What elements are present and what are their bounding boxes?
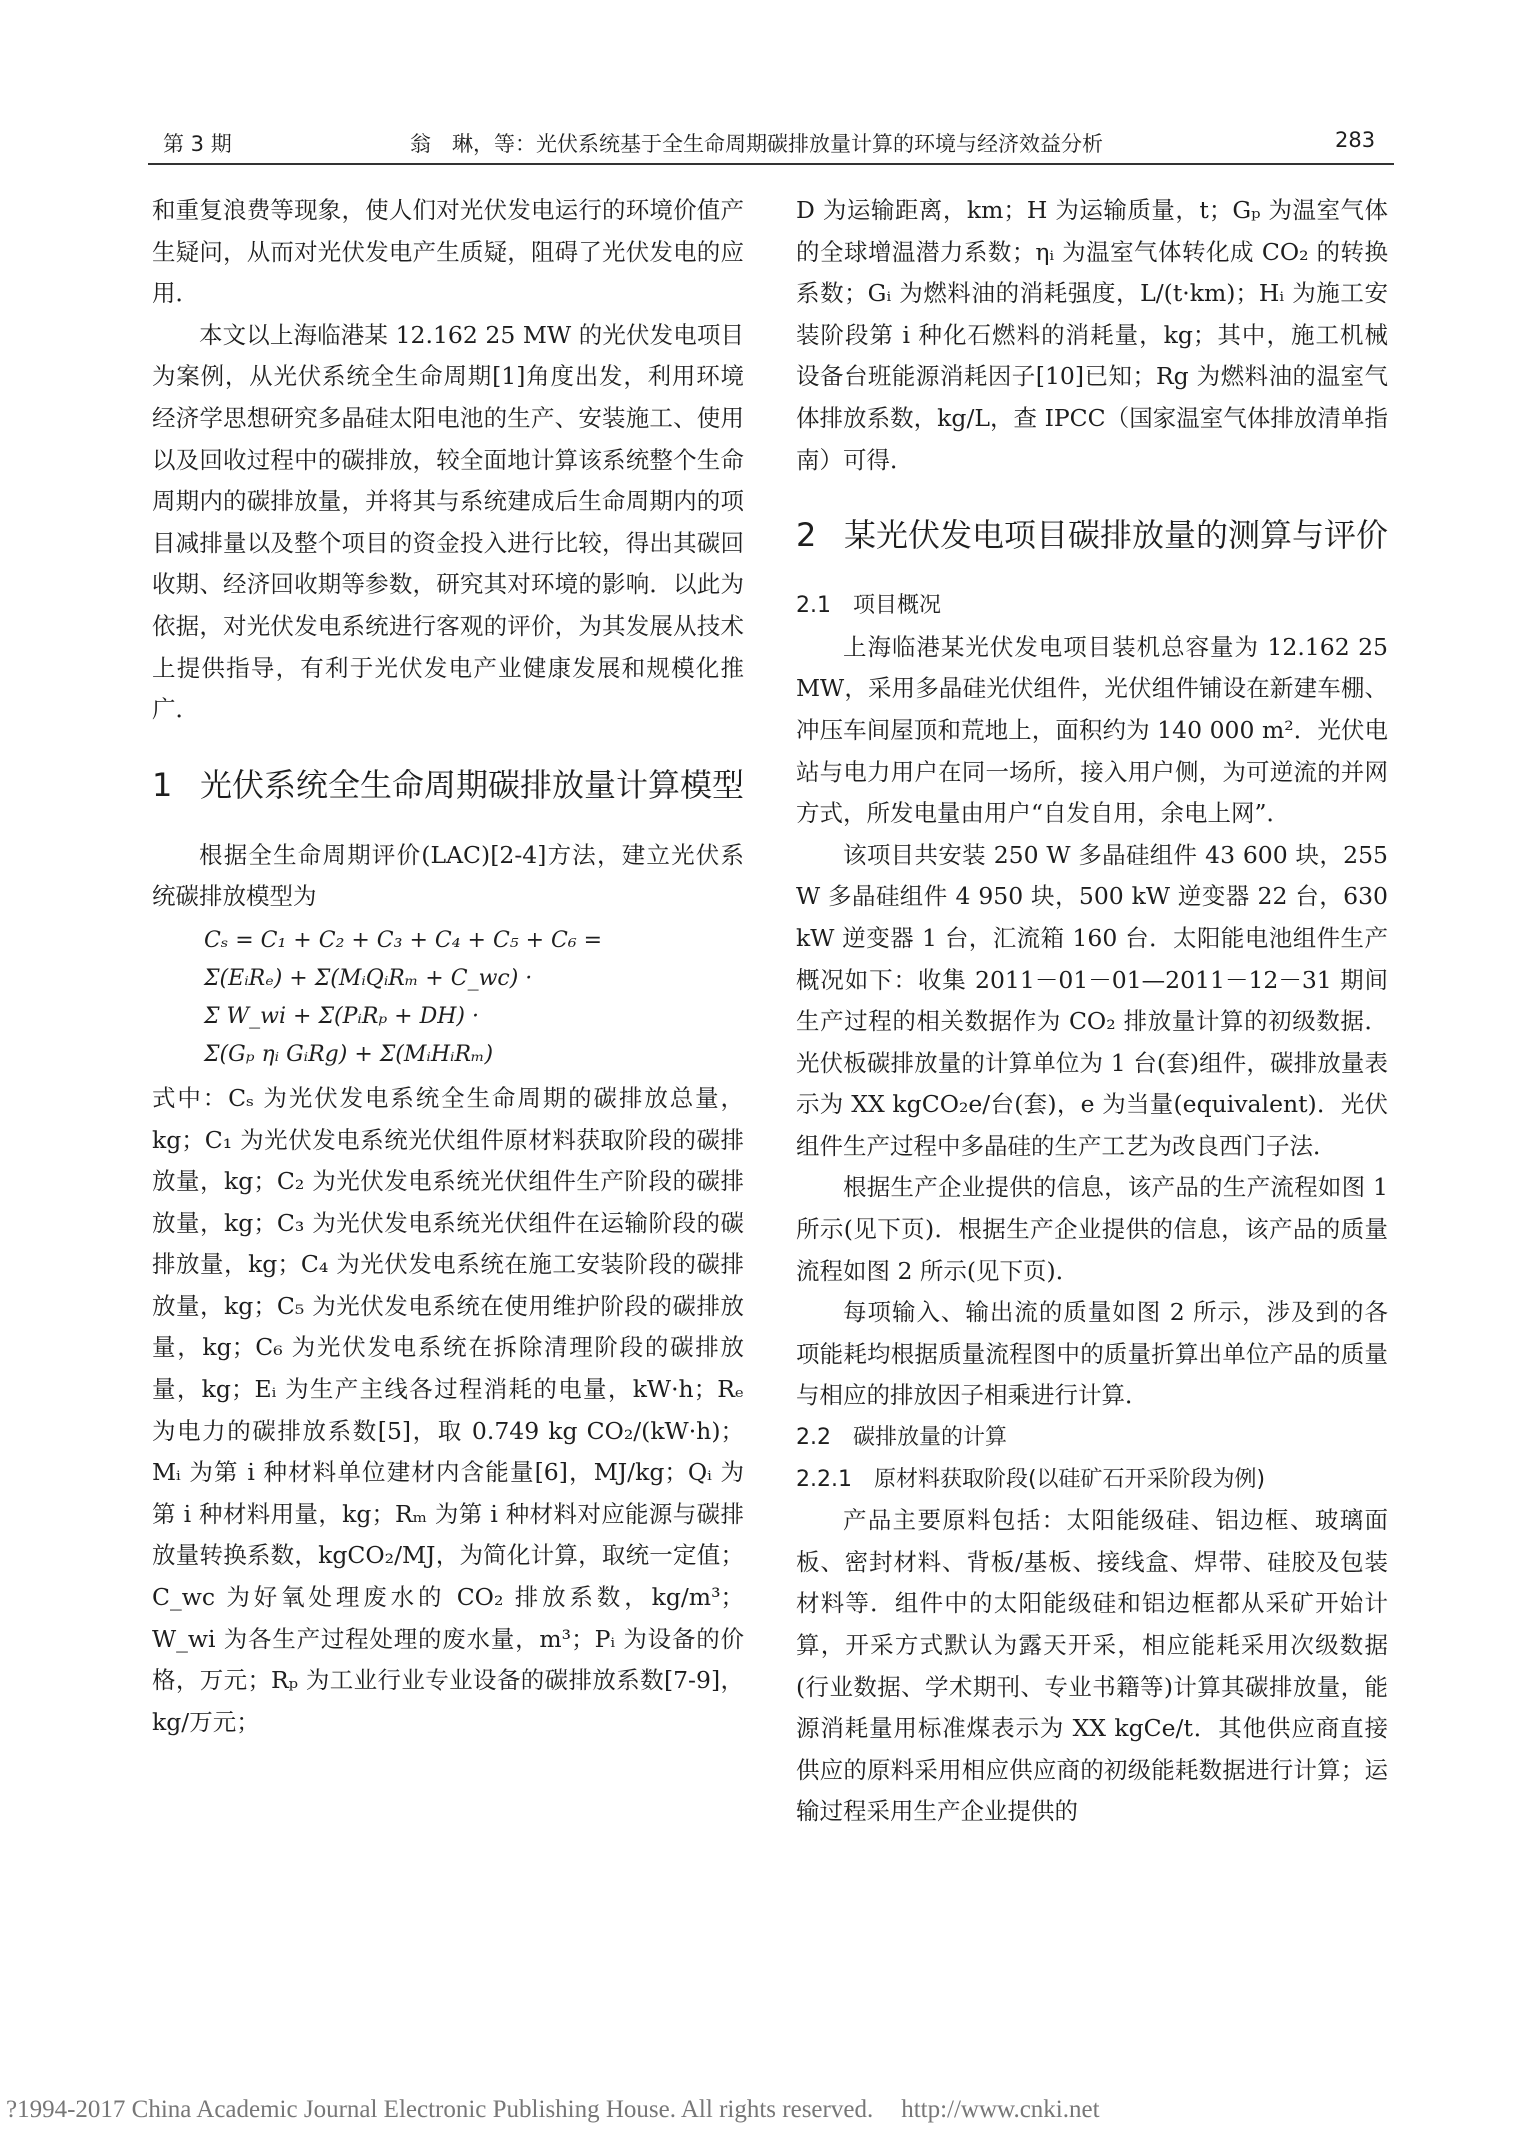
- right-column: [796, 190, 1388, 1833]
- left-column: [152, 190, 744, 1743]
- section-number: 2: [796, 516, 817, 555]
- equation-line: Cₛ = C₁ + C₂ + C₃ + C₄ + C₅ + C₆ =: [204, 927, 603, 953]
- equation-line: Σ W_wi + Σ(PᵢRₚ + DH) ·: [204, 1003, 479, 1029]
- paragraph: 该项目共安装 250 W 多晶硅组件 43 600 块，255 W 多晶硅组件 4 950 块，500 kW 逆变器 22 台，630 kW 逆变器 1 台，汇流箱 160 台．太阳能电池组件生产概况如下：收集 2011－01－01—2011－12－31 期间生产过程的相关数据作为 CO₂ 排放量计算的初级数据．光伏板碳排放量的计算单位为 1 台(套)组件，碳排放量表示为 XX kgCO₂e/台(套)，e 为当量(equivalent)．光伏组件生产过程中多晶硅的生产工艺为改良西门子法．: [796, 840, 1388, 1160]
- footer-link[interactable]: http://www.cnki.net: [901, 2096, 1100, 2123]
- subsubsection-heading: 2.2.1 原材料获取阶段(以硅矿石开采阶段为例): [796, 1466, 1266, 1492]
- running-title: 翁 琳，等：光伏系统基于全生命周期碳排放量计算的环境与经济效益分析: [410, 132, 1103, 156]
- journal-issue: 第 3 期: [163, 132, 232, 156]
- equation: [152, 922, 744, 1074]
- paragraph: 根据全生命周期评价(LAC)[2-4]方法，建立光伏系统碳排放模型为: [152, 840, 744, 911]
- paragraph: 产品主要原料包括：太阳能级硅、铝边框、玻璃面板、密封材料、背板/基板、接线盒、焊带、硅胶及包装材料等．组件中的太阳能级硅和铝边框都从采矿开始计算，开采方式默认为露天开采，相应能耗采用次级数据(行业数据、学术期刊、专业书籍等)计算其碳排放量，能源消耗量用标准煤表示为 XX kgCe/t．其他供应商直接供应的原料采用相应供应商的初级能耗数据进行计算；运输过程采用生产企业提供的: [796, 1506, 1388, 1826]
- copyright-footer: [6, 2096, 1100, 2124]
- paragraph: 和重复浪费等现象，使人们对光伏发电运行的环境价值产生疑问，从而对光伏发电产生质疑，阻碍了光伏发电的应用．: [152, 196, 744, 308]
- equation-line: Σ(Gₚ ηᵢ GᵢRg) + Σ(MᵢHᵢRₘ): [204, 1041, 494, 1067]
- subsection-heading: 2.1 项目概况: [796, 593, 941, 619]
- page-number: 283: [1335, 128, 1376, 152]
- header-rule: [148, 163, 1394, 165]
- paragraph: 每项输入、输出流的质量如图 2 所示，涉及到的各项能耗均根据质量流程图中的质量折算出单位产品的质量与相应的排放因子相乘进行计算．: [796, 1298, 1388, 1410]
- equation-line: Σ(EᵢRₑ) + Σ(MᵢQᵢRₘ + C_wc) ·: [204, 965, 533, 991]
- section-title: 某光伏发电项目碳排放量的测算与评价: [844, 516, 1389, 555]
- paragraph: 本文以上海临港某 12.162 25 MW 的光伏发电项目为案例，从光伏系统全生命周期[1]角度出发，利用环境经济学思想研究多晶硅太阳电池的生产、安装施工、使用以及回收过程中的碳排放，较全面地计算该系统整个生命周期内的碳排放量，并将其与系统建成后生命周期内的项目减排量以及整个项目的资金投入进行比较，得出其碳回收期、经济回收期等参数，研究其对环境的影响．以此为依据，对光伏发电系统进行客观的评价，为其发展从技术上提供指导，有利于光伏发电产业健康发展和规模化推广．: [152, 320, 744, 724]
- paragraph: 式中：Cₛ 为光伏发电系统全生命周期的碳排放总量，kg；C₁ 为光伏发电系统光伏组件原材料获取阶段的碳排放量，kg；C₂ 为光伏发电系统光伏组件生产阶段的碳排放量，kg；C₃ 为光伏发电系统光伏组件在运输阶段的碳排放量，kg；C₄ 为光伏发电系统在施工安装阶段的碳排放量，kg；C₅ 为光伏发电系统在使用维护阶段的碳排放量，kg；C₆ 为光伏发电系统在拆除清理阶段的碳排放量，kg；Eᵢ 为生产主线各过程消耗的电量，kW·h；Rₑ 为电力的碳排放系数[5]，取 0.749 kg CO₂/(kW·h)；Mᵢ 为第 i 种材料单位建材内含能量[6]，MJ/kg；Qᵢ 为第 i 种材料用量，kg；Rₘ 为第 i 种材料对应能源与碳排放量转换系数，kgCO₂/MJ，为简化计算，取统一定值；C_wc 为好氧处理废水的 CO₂ 排放系数，kg/m³；W_wi 为各生产过程处理的废水量，m³；Pᵢ 为设备的价格，万元；Rₚ 为工业行业专业设备的碳排放系数[7-9]，kg/万元；: [152, 1083, 744, 1736]
- copyright-text: ?1994-2017 China Academic Journal Electronic Publishing House. All rights reserved.: [6, 2096, 874, 2123]
- subsection-heading: 2.2 碳排放量的计算: [796, 1425, 1007, 1451]
- section-heading: [152, 761, 744, 809]
- section-number: 1: [152, 765, 173, 804]
- section-title: 光伏系统全生命周期碳排放量计算模型: [200, 765, 745, 804]
- paragraph: D 为运输距离，km；H 为运输质量，t；Gₚ 为温室气体的全球增温潜力系数；ηᵢ 为温室气体转化成 CO₂ 的转换系数；Gᵢ 为燃料油的消耗强度，L/(t·km)；Hᵢ 为施工安装阶段第 i 种化石燃料的消耗量，kg；其中，施工机械设备台班能源消耗因子[10]已知；Rg 为燃料油的温室气体排放系数，kg/L，查 IPCC（国家温室气体排放清单指南）可得．: [796, 196, 1388, 474]
- section-heading: [796, 511, 1388, 559]
- paragraph: 根据生产企业提供的信息，该产品的生产流程如图 1 所示(见下页)．根据生产企业提供的信息，该产品的质量流程如图 2 所示(见下页)．: [796, 1173, 1388, 1285]
- paragraph: 上海临港某光伏发电项目装机总容量为 12.162 25 MW，采用多晶硅光伏组件，光伏组件铺设在新建车棚、冲压车间屋顶和荒地上，面积约为 140 000 m²．光伏电站与电力用户在同一场所，接入用户侧，为可逆流的并网方式，所发电量由用户“自发自用，余电上网”．: [796, 632, 1388, 828]
